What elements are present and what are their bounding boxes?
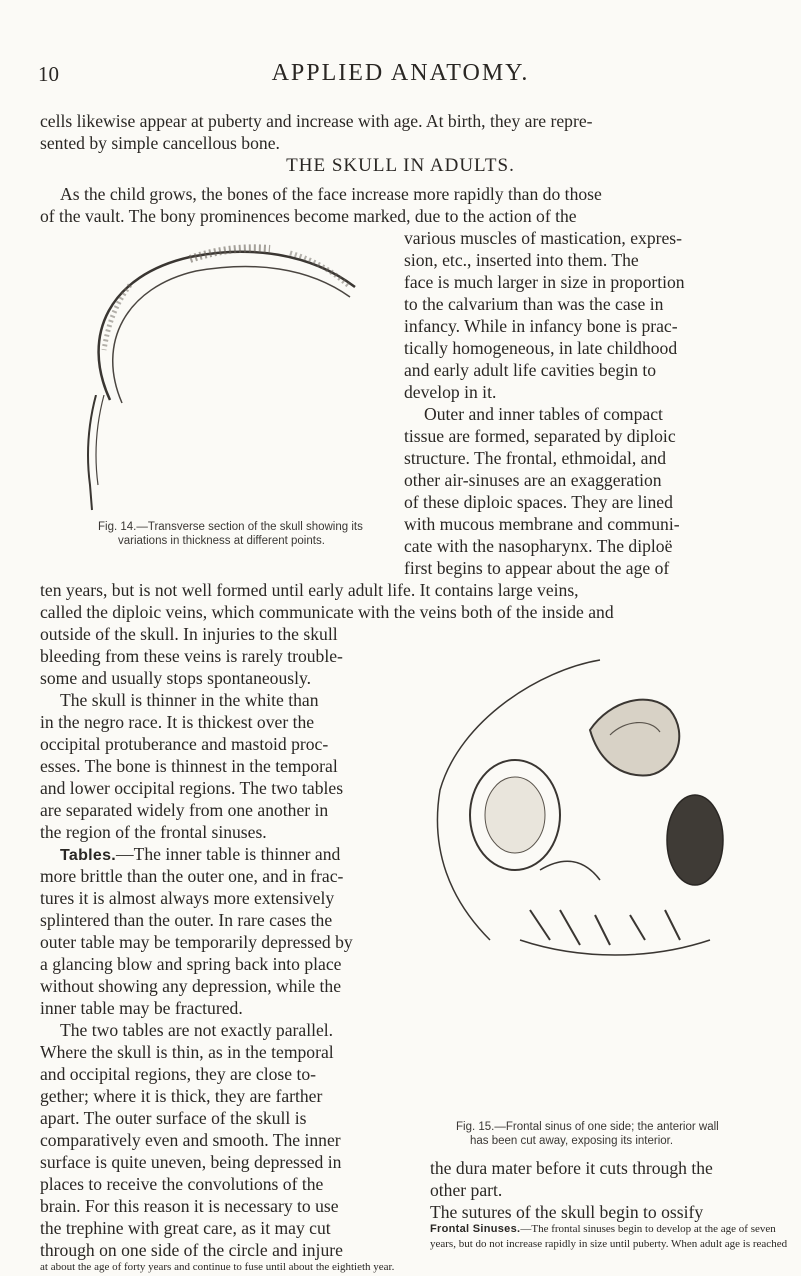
text-line: bleeding from these veins is rarely trouble- [40, 646, 343, 666]
text-line: and early adult life cavities begin to [404, 360, 657, 380]
text-line: Where the skull is thin, as in the temporal [40, 1042, 334, 1062]
sutures-paragraph [430, 1201, 703, 1223]
frontal-sinuses-term: Frontal Sinuses. [430, 1223, 521, 1235]
tables-rest: —The inner table is thinner and [116, 844, 341, 864]
text-line: Outer and inner tables of compact [424, 404, 663, 424]
sutures-line: The sutures of the skull begin to ossify [430, 1202, 704, 1222]
text-line: outside of the skull. In injuries to the skull [40, 624, 338, 644]
text-line: the trephine with great care, as it may cut [40, 1218, 331, 1238]
text-line: tically homogeneous, in late childhood [404, 338, 678, 358]
text-line: surface is quite uneven, being depressed in [40, 1152, 342, 1172]
text-line: places to receive the convolutions of the [40, 1174, 324, 1194]
text-line: inner table may be fractured. [40, 998, 243, 1018]
text-line: of the vault. The bony prominences become marked, due to the action of the [40, 206, 577, 226]
text-line: various muscles of mastication, expres- [404, 228, 683, 248]
text-line: and occipital regions, they are close to- [40, 1064, 317, 1084]
text-line: outer table may be temporarily depressed by [40, 932, 353, 952]
text-line: sented by simple cancellous bone. [40, 133, 280, 153]
figure-15-caption [456, 1121, 719, 1134]
figure-14-caption [98, 521, 363, 534]
text-line: other air-sinuses are an exaggeration [404, 470, 662, 490]
text-line: develop in it. [404, 382, 497, 402]
page-number: 10 [38, 62, 59, 86]
tables-term: Tables. [60, 847, 117, 864]
figure-14-caption-line2: variations in thickness at different points. [118, 535, 325, 547]
text-line: gether; where it is thick, they are farther [40, 1086, 323, 1106]
text-line: are separated widely from one another in [40, 800, 329, 820]
text-line: occipital protuberance and mastoid proc- [40, 734, 329, 754]
text-line: at about the age of forty years and continue to fuse until about the eightieth year. [40, 1261, 395, 1273]
text-line: face is much larger in size in proportion [404, 272, 685, 292]
figure-15-frontal-sinus-illustration [420, 640, 760, 970]
text-line: a glancing blow and spring back into place [40, 954, 342, 974]
text-line: cells likewise appear at puberty and increase with age. At birth, they are repre- [40, 111, 593, 131]
text-line: apart. The outer surface of the skull is [40, 1108, 307, 1128]
text-line: structure. The frontal, ethmoidal, and [404, 448, 667, 468]
text-line: The skull is thinner in the white than [60, 690, 319, 710]
text-line: tissue are formed, separated by diploic [404, 426, 676, 446]
text-line: in the negro race. It is thickest over the [40, 712, 315, 732]
section-heading: THE SKULL IN ADULTS. [286, 155, 515, 176]
text-line: called the diploic veins, which communicate with the veins both of the inside and [40, 602, 614, 622]
text-line: without showing any depression, while the [40, 976, 342, 996]
text-line: ten years, but is not well formed until early adult life. It contains large veins, [40, 580, 579, 600]
text-line: more brittle than the outer one, and in frac- [40, 866, 344, 886]
text-line: of these diploic spaces. They are lined [404, 492, 673, 512]
figure-14-skull-section-illustration [70, 225, 400, 445]
figure-15-caption-text: —Frontal sinus of one side; the anterior wall [494, 1121, 719, 1133]
running-title: APPLIED ANATOMY. [271, 60, 530, 86]
figure-14-caption-text: —Transverse section of the skull showing its [136, 521, 363, 533]
tables-paragraph-start [60, 843, 340, 867]
text-line: through on one side of the circle and injure [40, 1240, 343, 1260]
text-line: first begins to appear about the age of [404, 558, 670, 578]
text-line: comparatively even and smooth. The inner [40, 1130, 341, 1150]
text-line: brain. For this reason it is necessary to use [40, 1196, 339, 1216]
text-line: with mucous membrane and communi- [404, 514, 680, 534]
text-line: sion, etc., inserted into them. The [404, 250, 639, 270]
text-line: infancy. While in infancy bone is prac- [404, 316, 678, 336]
text-line: the region of the frontal sinuses. [40, 822, 267, 842]
figure-15-caption-line2: has been cut away, exposing its interior. [470, 1135, 674, 1147]
text-line: to the calvarium than was the case in [404, 294, 664, 314]
text-line: cate with the nasopharynx. The diploë [404, 536, 673, 556]
text-line: years, but do not increase rapidly in size until puberty. When adult age is reached [430, 1238, 788, 1250]
text-line: The two tables are not exactly parallel. [60, 1020, 334, 1040]
text-line: As the child grows, the bones of the face increase more rapidly than do those [60, 184, 602, 204]
frontal-sinuses-rest: —The frontal sinuses begin to develop at the age of seven [520, 1223, 776, 1235]
figure-15-label: Fig. 15. [456, 1121, 495, 1133]
text-line: splintered than the outer. In rare cases the [40, 910, 333, 930]
text-line: other part. [430, 1180, 503, 1200]
text-line: and lower occipital regions. The two tables [40, 778, 344, 798]
text-line: the dura mater before it cuts through the [430, 1158, 713, 1178]
frontal-sinuses-paragraph [430, 1223, 776, 1236]
text-line: some and usually stops spontaneously. [40, 668, 312, 688]
figure-14-label: Fig. 14. [98, 521, 137, 533]
text-line: tures it is almost always more extensively [40, 888, 335, 908]
text-line: esses. The bone is thinnest in the temporal [40, 756, 338, 776]
figure-14-skull-edge-illustration [78, 395, 108, 515]
